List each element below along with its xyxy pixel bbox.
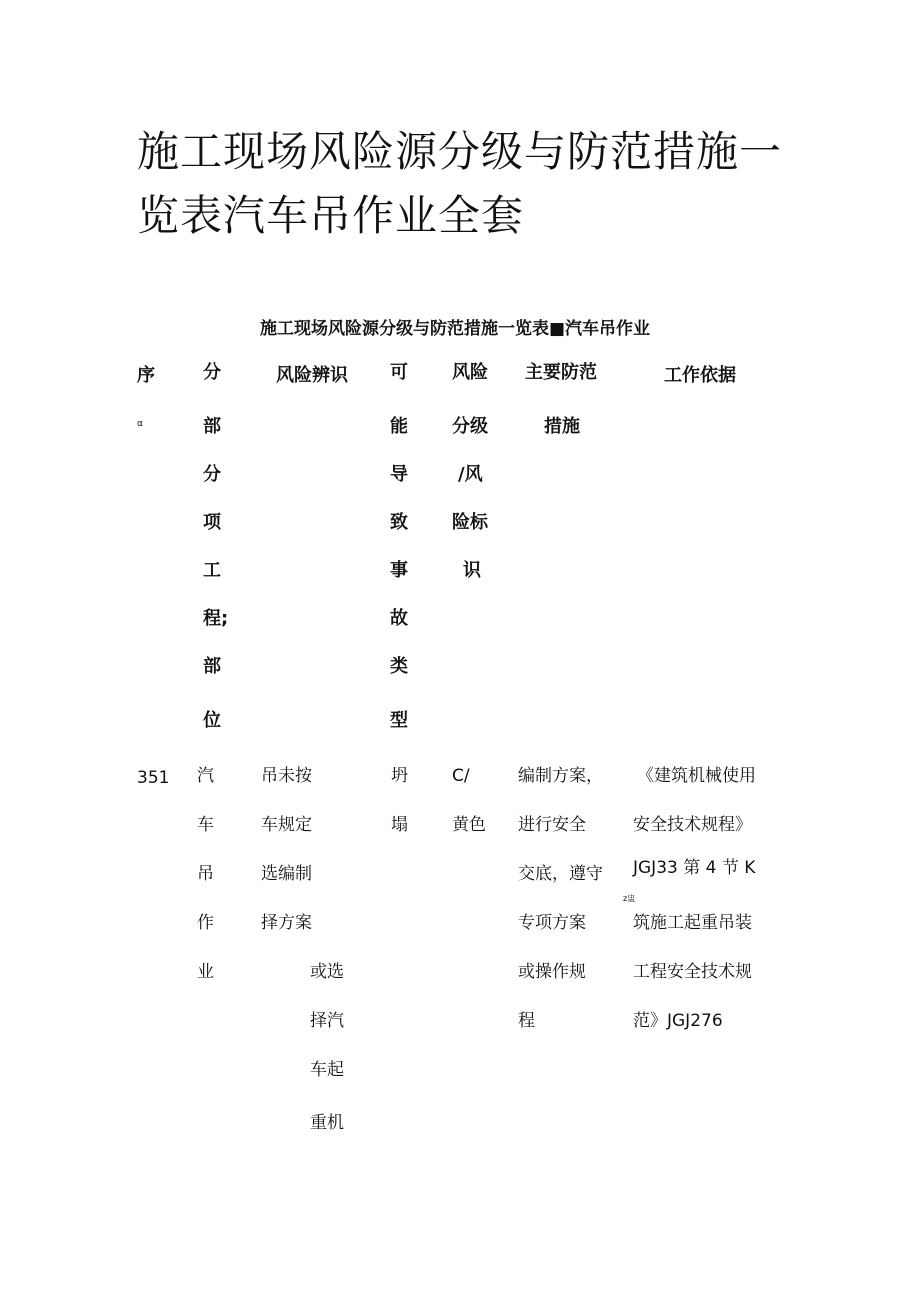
row-level-code: C/ xyxy=(452,766,470,786)
header-level-text: 识 xyxy=(463,560,481,581)
header-main-measures xyxy=(525,349,597,451)
header-level-text: /风 xyxy=(458,464,483,485)
title-line-2: 览表汽车吊作业全套 xyxy=(137,191,525,240)
header-level-text: 风险 xyxy=(452,362,488,383)
header-work-basis xyxy=(664,361,736,387)
header-accident-type xyxy=(390,349,408,745)
header-accident-char: 事 xyxy=(390,560,408,581)
header-accident-char: 能 xyxy=(390,416,408,437)
row-basis-line: 工程安全技术规 xyxy=(633,962,752,982)
header-risk-identification-label: 风险辨识 xyxy=(276,365,348,386)
header-accident-char: 致 xyxy=(390,512,408,533)
header-division xyxy=(203,349,228,745)
row-basis-line: 安全技术规程》 xyxy=(633,815,752,835)
row-risk-line: 择汽 xyxy=(310,1011,344,1031)
row-measures-line: 专项方案 xyxy=(518,913,586,933)
header-seq xyxy=(137,361,155,429)
row-accident-char: 坍 xyxy=(391,766,408,786)
row-division-char: 作 xyxy=(197,913,214,933)
header-level-text: 险标 xyxy=(452,512,488,533)
row-measures-line: 或操作规 xyxy=(518,962,586,982)
header-accident-char: 型 xyxy=(390,710,408,731)
header-accident-char: 类 xyxy=(390,656,408,677)
header-risk-level xyxy=(452,349,488,595)
row-division xyxy=(197,752,214,997)
row-risk-identification-a xyxy=(261,752,312,948)
row-basis-line: 筑施工起重吊装 xyxy=(633,913,752,933)
header-division-char: 分 xyxy=(203,362,221,383)
row-risk-line: 或选 xyxy=(310,962,344,982)
row-accident-type xyxy=(391,752,408,850)
header-division-char: 部 xyxy=(203,656,221,677)
header-division-char: 分 xyxy=(203,464,221,485)
header-accident-char: 故 xyxy=(390,608,408,629)
row-seq-number: 351 xyxy=(137,768,170,788)
row-risk-identification-b xyxy=(310,948,344,1148)
table-caption: 施工现场风险源分级与防范措施一览表■汽车吊作业 xyxy=(259,319,651,339)
row-division-char: 业 xyxy=(197,962,214,982)
document-title xyxy=(137,120,797,248)
row-main-measures xyxy=(518,752,603,1046)
basis-mark: z盅 xyxy=(623,894,636,903)
row-seq xyxy=(137,768,169,788)
header-measures-text: 措施 xyxy=(544,416,580,437)
row-risk-line: 吊未按 xyxy=(261,766,312,786)
header-accident-char: 导 xyxy=(390,464,408,485)
row-basis-line: 《建筑机械使用 xyxy=(637,766,756,786)
row-level-color: 黄色 xyxy=(452,815,486,835)
header-division-char: 项 xyxy=(203,512,221,533)
header-seq-label: 序 xyxy=(137,365,155,386)
row-risk-line: 择方案 xyxy=(261,913,312,933)
row-measures-line: 进行安全 xyxy=(518,815,586,835)
row-basis-line: 范》JGJ276 xyxy=(633,1011,723,1031)
header-division-char: 位 xyxy=(203,710,221,731)
row-work-basis xyxy=(633,752,756,1046)
header-level-text: 分级 xyxy=(452,416,488,437)
row-risk-line: 车规定 xyxy=(261,815,312,835)
row-division-char: 吊 xyxy=(197,864,214,884)
row-division-char: 车 xyxy=(197,815,214,835)
title-line-1: 施工现场风险源分级与防范措施一 xyxy=(137,127,783,176)
header-measures-text: 主要防范 xyxy=(525,362,597,383)
header-basis-label: 工作依据 xyxy=(664,365,736,386)
header-accident-char: 可 xyxy=(390,362,408,383)
header-division-char: 程; xyxy=(203,608,229,629)
header-seq-mark: α xyxy=(137,419,143,429)
header-risk-identification xyxy=(276,361,348,387)
header-division-char: 部 xyxy=(203,416,221,437)
row-division-char: 汽 xyxy=(197,766,214,786)
row-risk-line: 选编制 xyxy=(261,864,312,884)
row-measures-line: 程 xyxy=(518,1011,535,1031)
row-risk-line: 车起 xyxy=(310,1060,344,1080)
header-division-char: 工 xyxy=(203,560,221,581)
row-risk-level xyxy=(452,752,486,850)
row-measures-line: 交底，遵守 xyxy=(518,864,603,884)
row-basis-line: JGJ33 第 4 节 K xyxy=(633,858,756,878)
row-measures-line: 编制方案， xyxy=(518,766,603,786)
row-accident-char: 塌 xyxy=(391,815,408,835)
row-risk-line: 重机 xyxy=(310,1113,344,1133)
